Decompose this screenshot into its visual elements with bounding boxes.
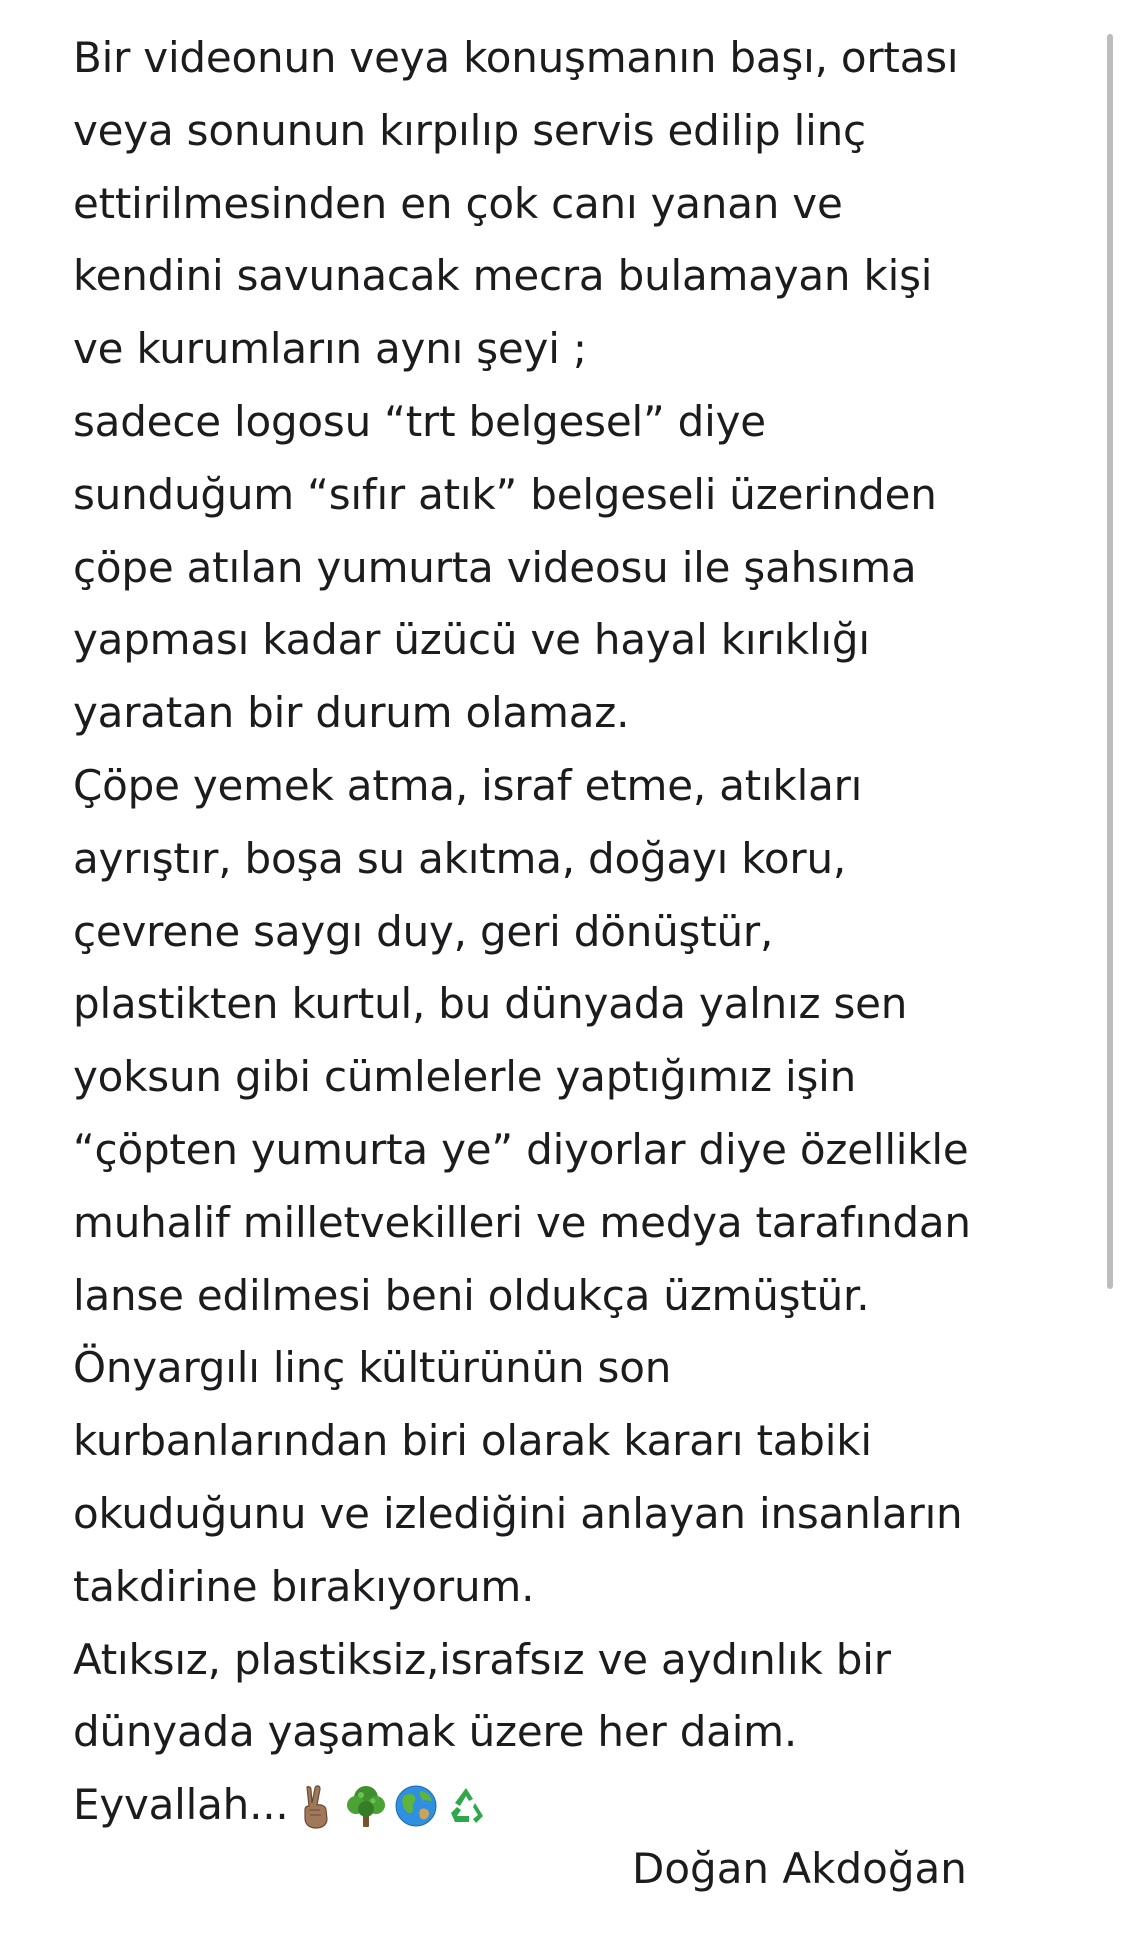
note-line: lanse edilmesi beni oldukça üzmüştür. [73,1270,870,1320]
note-line: muhalif milletvekilleri ve medya tarafından [73,1197,971,1247]
recycle-icon [443,1783,489,1829]
victory-hand-icon [293,1783,339,1829]
note-line: okuduğunu ve izlediğini anlayan insanların [73,1488,963,1538]
scrollbar[interactable] [1107,34,1113,1289]
note-line: yoksun gibi cümlelerle yaptığımız işin [73,1052,857,1102]
note-line: ettirilmesinden en çok canı yanan ve [73,178,843,228]
note-line: Önyargılı linç kültürünün son [73,1343,672,1393]
note-line: çevrene saygı duy, geri dönüştür, [73,906,774,956]
note-line: yaratan bir durum olamaz. [73,688,630,738]
note-line: sadece logosu “trt belgesel” diye [73,396,766,446]
closing-text: Eyvallah... [73,1780,289,1830]
note-line: takdirine bırakıyorum. [73,1561,535,1611]
note-line: plastikten kurtul, bu dünyada yalnız sen [73,979,908,1029]
note-line: kendini savunacak mecra bulamayan kişi [73,251,933,301]
note-line: sunduğum “sıfır atık” belgeseli üzerinden [73,469,937,519]
note-line: Çöpe yemek atma, israf etme, atıkları [73,760,863,810]
note-line: Bir videonun veya konuşmanın başı, ortası [73,33,959,82]
note-line: çöpe atılan yumurta videosu ile şahsıma [73,542,917,592]
note-body [73,22,1058,1842]
note-line: kurbanlarından biri olarak kararı tabiki [73,1416,872,1466]
note-line: “çöpten yumurta ye” diyorlar diye özellikle [73,1124,969,1174]
signature: Doğan Akdoğan [632,1844,967,1893]
note-line: dünyada yaşamak üzere her daim. [73,1707,798,1757]
note-line: veya sonunun kırpılıp servis edilip linç [73,105,866,155]
tree-icon [343,1783,389,1829]
closing-line [73,1769,1058,1842]
note-line: ve kurumların aynı şeyi ; [73,324,587,374]
note-line: ayrıştır, boşa su akıtma, doğayı koru, [73,833,847,883]
note-line: Atıksız, plastiksiz,israfsız ve aydınlık bir [73,1634,891,1684]
note-line: yapması kadar üzücü ve hayal kırıklığı [73,615,870,665]
globe-icon [393,1783,439,1829]
